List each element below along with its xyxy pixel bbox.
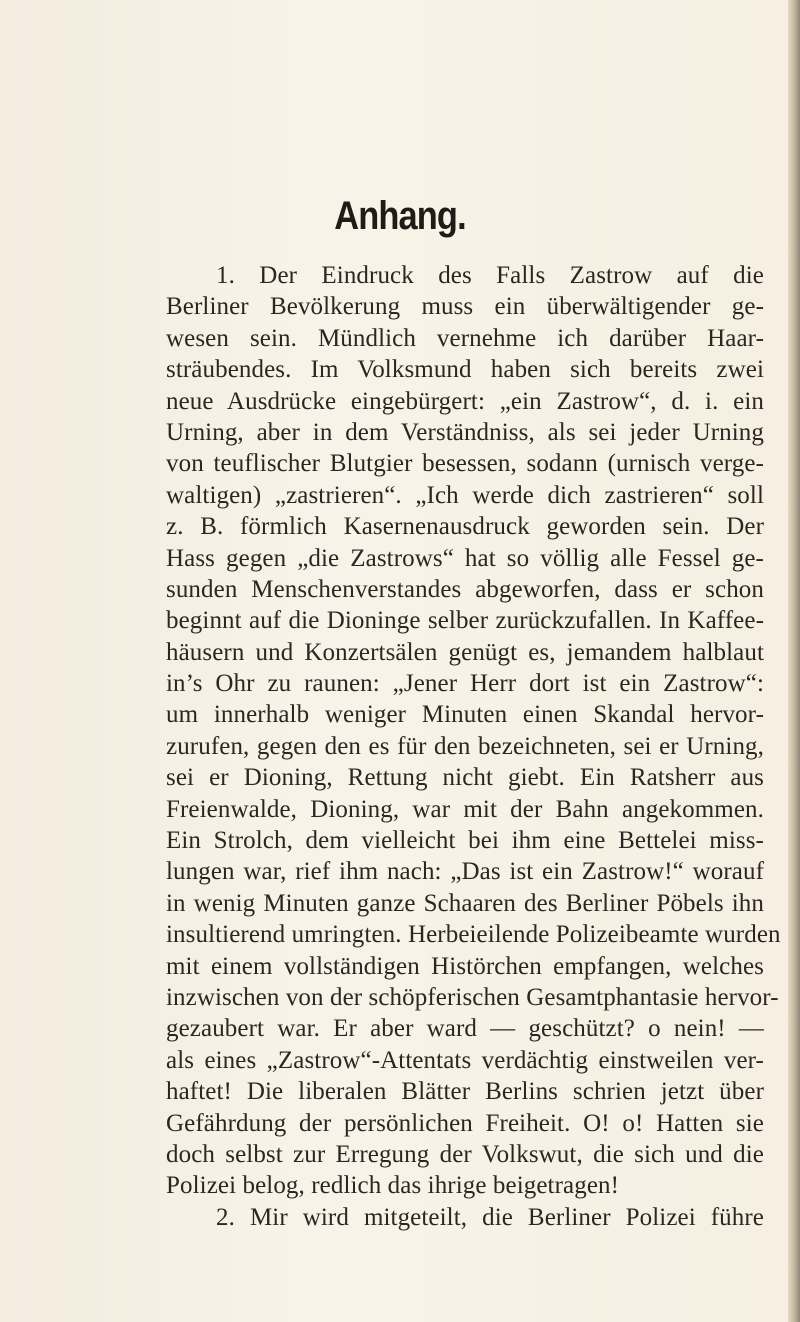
- text-line: von teuflischer Blutgier besessen, sodann (urnisch verge-: [166, 450, 764, 478]
- text-line: Ein Strolch, dem vielleicht bei ihm eine Bettelei miss-: [166, 827, 764, 855]
- page-title: Anhang.: [334, 194, 466, 238]
- text-line: zurufen, gegen den es für den bezeichneten, sei er Urning,: [166, 732, 764, 760]
- text-line: lungen war, rief ihm nach: „Das ist ein Zastrow!“ worauf: [166, 858, 764, 886]
- text-line: Berliner Bevölkerung muss ein überwältigender ge-: [166, 293, 764, 321]
- text-line: Polizei belog, redlich das ihrige beigetragen!: [166, 1172, 620, 1200]
- text-line: in wenig Minuten ganze Schaaren des Berliner Pöbels ihn: [166, 889, 764, 917]
- text-line: sunden Menschenverstandes abgeworfen, dass er schon: [166, 575, 764, 603]
- text-line: z. B. förmlich Kasernenausdruck geworden sein. Der: [166, 513, 764, 541]
- text-line: waltigen) „zastrieren“. „Ich werde dich zastrieren“ soll: [166, 481, 764, 509]
- page-edge: [788, 0, 800, 1322]
- text-line: sei er Dioning, Rettung nicht giebt. Ein Ratsherr aus: [166, 764, 764, 792]
- text-line: sträubendes. Im Volksmund haben sich bereits zwei: [166, 356, 764, 384]
- text-line: häusern und Konzertsälen genügt es, jemandem halblaut: [166, 638, 764, 666]
- text-line: neue Ausdrücke eingebürgert: „ein Zastrow“, d. i. ein: [166, 387, 764, 415]
- text-line: insultierend umringten. Herbeieilende Polizeibeamte wurden: [166, 921, 781, 949]
- text-line: in’s Ohr zu raunen: „Jener Herr dort ist ein Zastrow“:: [166, 670, 764, 698]
- text-line: 1. Der Eindruck des Falls Zastrow auf die: [216, 262, 764, 289]
- text-line: um innerhalb weniger Minuten einen Skandal hervor-: [166, 701, 764, 729]
- text-line: als eines „Zastrow“-Attentats verdächtig einstweilen ver-: [166, 1046, 764, 1074]
- text-line: Gefährdung der persönlichen Freiheit. O! o! Hatten sie: [166, 1109, 764, 1137]
- text-line: wesen sein. Mündlich vernehme ich darüber Haar-: [166, 324, 764, 352]
- text-line: Hass gegen „die Zastrows“ hat so völlig alle Fessel ge-: [166, 544, 764, 572]
- text-line: 2. Mir wird mitgeteilt, die Berliner Polizei führe: [216, 1203, 764, 1231]
- text-line: beginnt auf die Dioninge selber zurückzufallen. In Kaffee-: [166, 607, 764, 635]
- text-line: gezaubert war. Er aber ward — geschützt? o nein! —: [166, 1015, 764, 1043]
- text-line: mit einem vollständigen Histörchen empfangen, welches: [166, 952, 764, 980]
- text-line: doch selbst zur Erregung der Volkswut, die sich und die: [166, 1140, 764, 1168]
- text-line: inzwischen von der schöpferischen Gesamtphantasie hervor-: [166, 983, 779, 1011]
- text-line: Urning, aber in dem Verständniss, als sei jeder Urning: [166, 418, 764, 446]
- text-line: Freienwalde, Dioning, war mit der Bahn angekommen.: [166, 795, 764, 823]
- body-text: [166, 260, 781, 1233]
- text-line: haftet! Die liberalen Blätter Berlins schrien jetzt über: [166, 1078, 764, 1106]
